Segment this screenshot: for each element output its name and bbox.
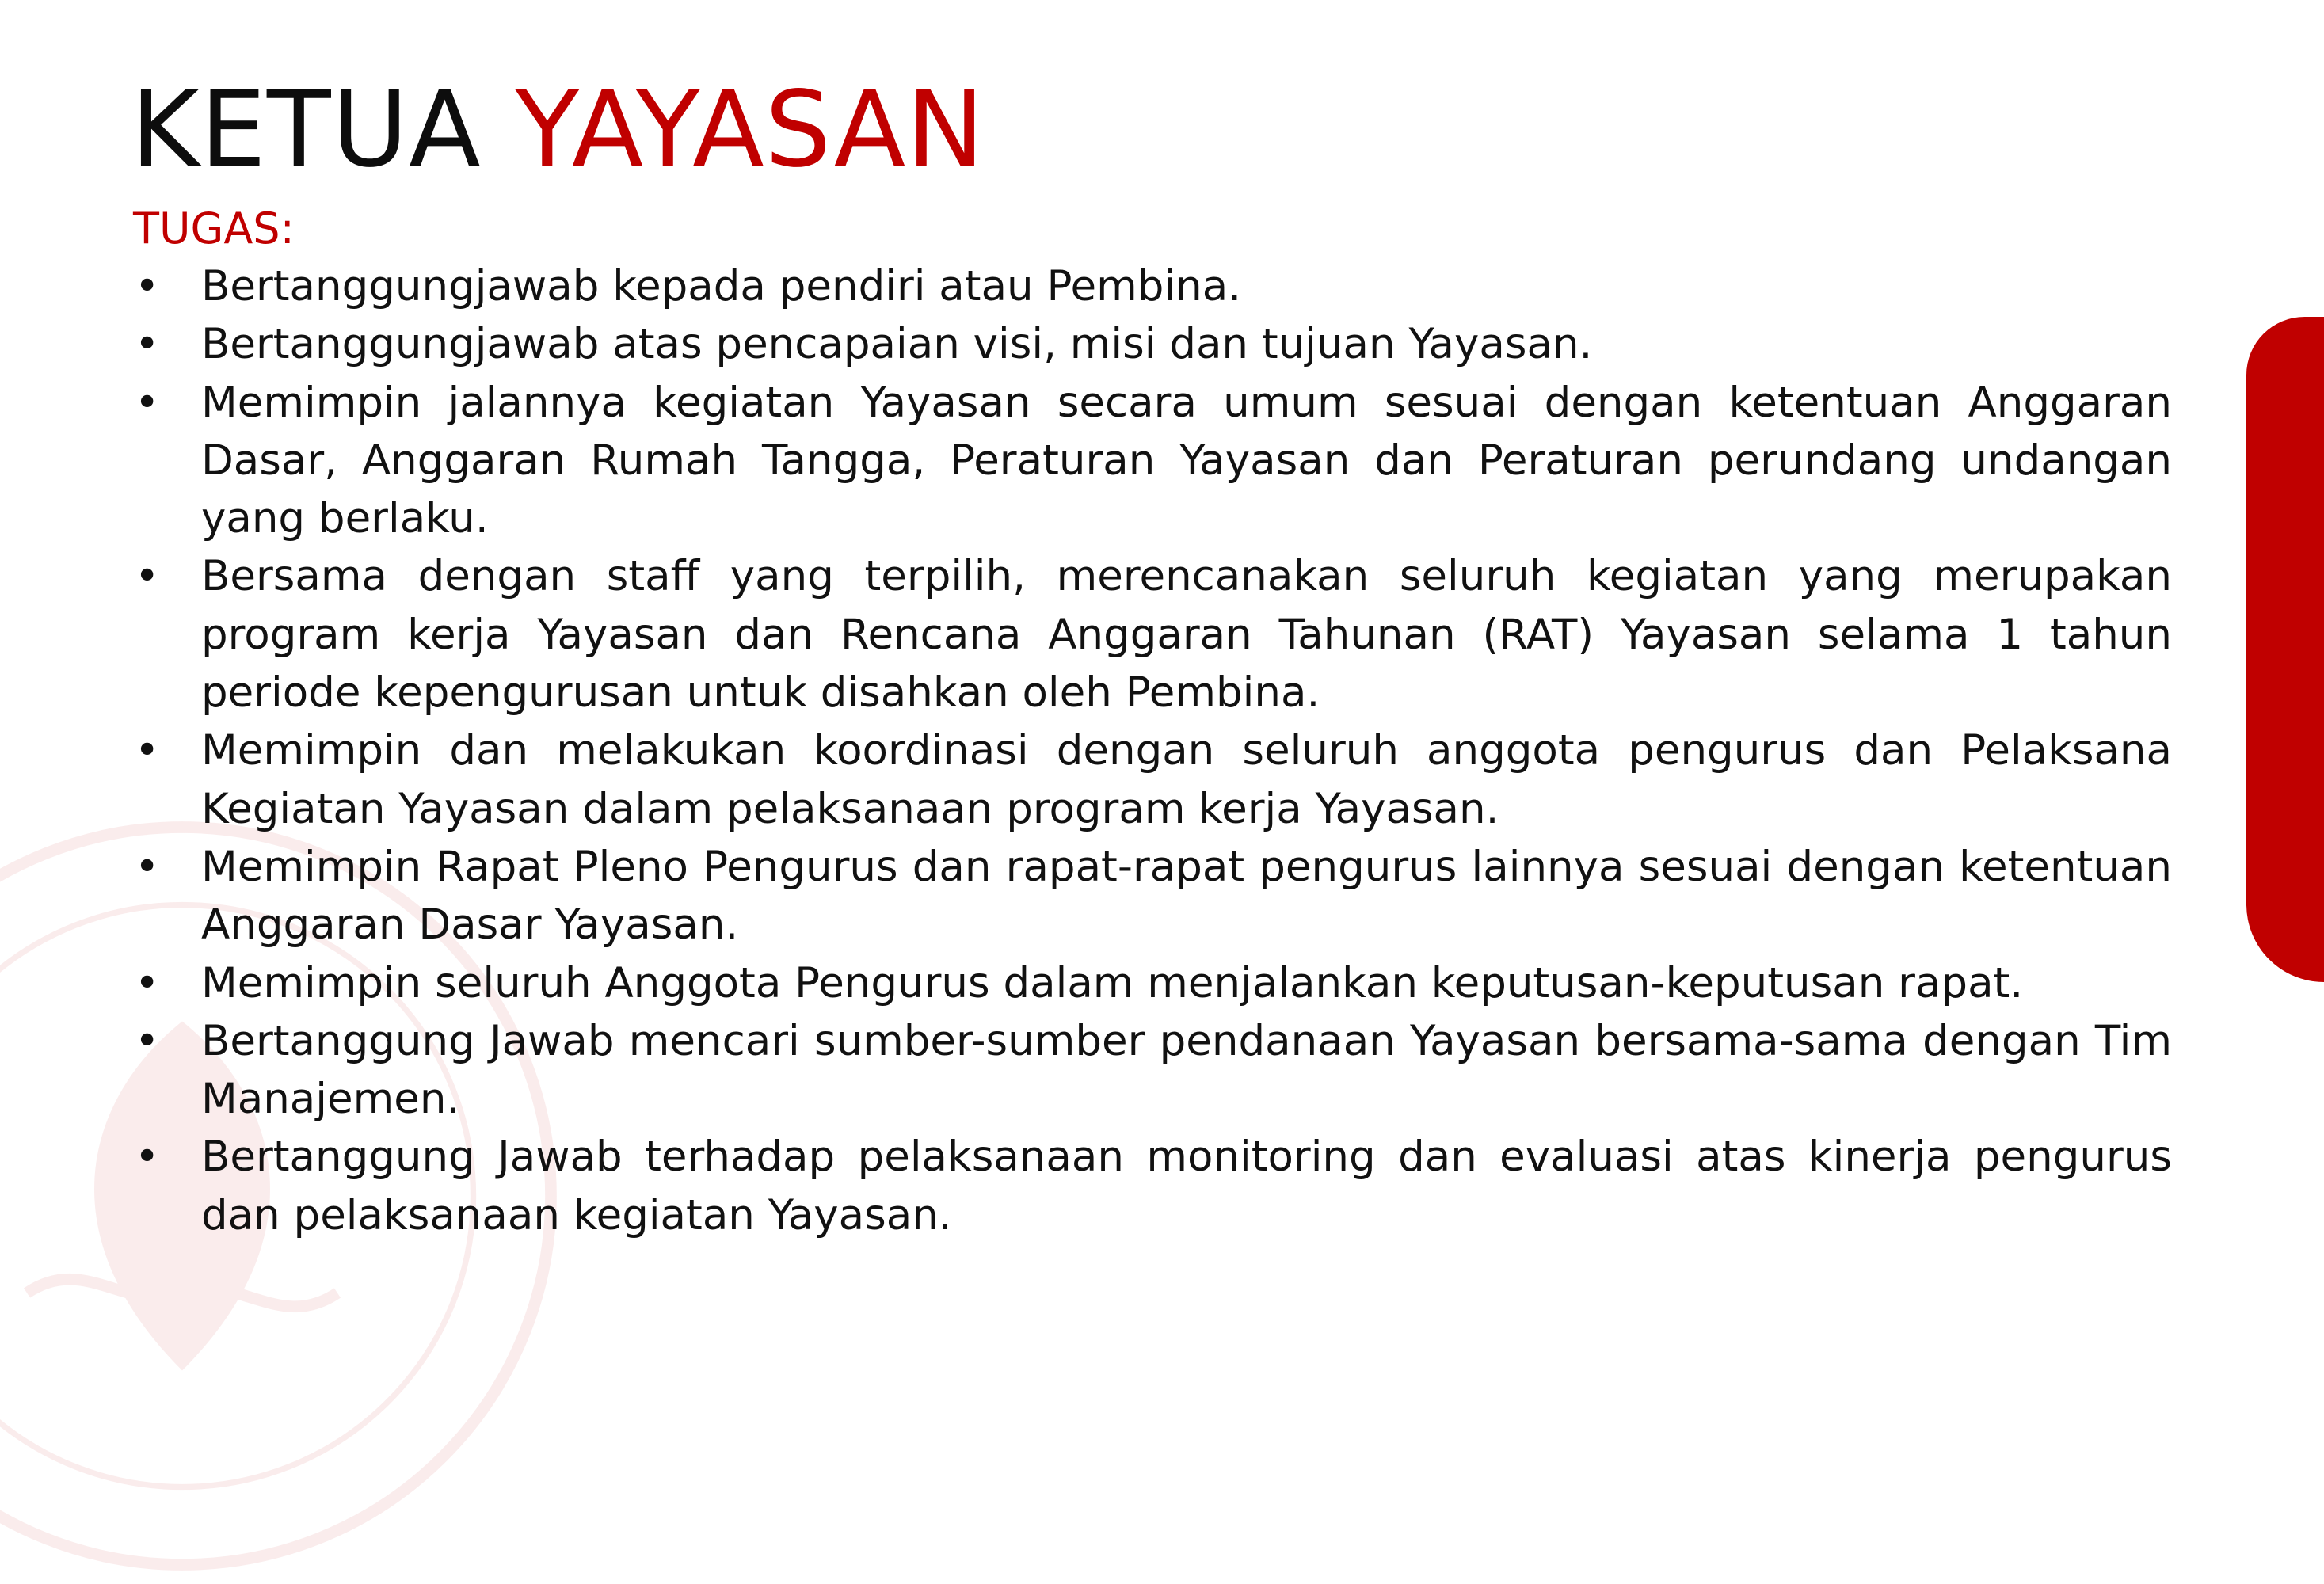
duty-item: • Memimpin seluruh Anggota Pengurus dalam menjalankan keputusan-keputusan rapat.: [133, 954, 2172, 1012]
duty-item: • Bersama dengan staff yang terpilih, merencanakan seluruh kegiatan yang merupakan program kerja Yayasan dan Rencana Anggaran Tahunan (RAT) Yayasan selama 1 tahun periode kepengurusan untuk disahkan oleh Pembina.: [133, 547, 2172, 722]
duty-item: • Memimpin dan melakukan koordinasi dengan seluruh anggota pengurus dan Pelaksana Kegiatan Yayasan dalam pelaksanaan program kerja Yayasan.: [133, 722, 2172, 838]
duty-item: • Bertanggung Jawab mencari sumber-sumber pendanaan Yayasan bersama-sama dengan Tim Manajemen.: [133, 1012, 2172, 1129]
section-label-tugas: TUGAS:: [133, 204, 295, 253]
page-title: [131, 67, 985, 193]
duty-item: • Bertanggungjawab kepada pendiri atau Pembina.: [133, 257, 2172, 315]
duty-item: • Memimpin Rapat Pleno Pengurus dan rapat-rapat pengurus lainnya sesuai dengan ketentuan Anggaran Dasar Yayasan.: [133, 838, 2172, 954]
side-accent-tab: [2246, 317, 2324, 982]
duty-item: • Memimpin jalannya kegiatan Yayasan secara umum sesuai dengan ketentuan Anggaran Dasar, Anggaran Rumah Tangga, Peraturan Yayasan dan Peraturan perundang undangan yang berlaku.: [133, 374, 2172, 548]
duty-item: • Bertanggungjawab atas pencapaian visi, misi dan tujuan Yayasan.: [133, 315, 2172, 373]
duty-item: • Bertanggung Jawab terhadap pelaksanaan monitoring dan evaluasi atas kinerja pengurus dan pelaksanaan kegiatan Yayasan.: [133, 1128, 2172, 1244]
title-part-ketua: KETUA: [131, 69, 482, 191]
duties-list: [133, 257, 2172, 1244]
title-part-yayasan: YAYASAN: [515, 69, 985, 191]
